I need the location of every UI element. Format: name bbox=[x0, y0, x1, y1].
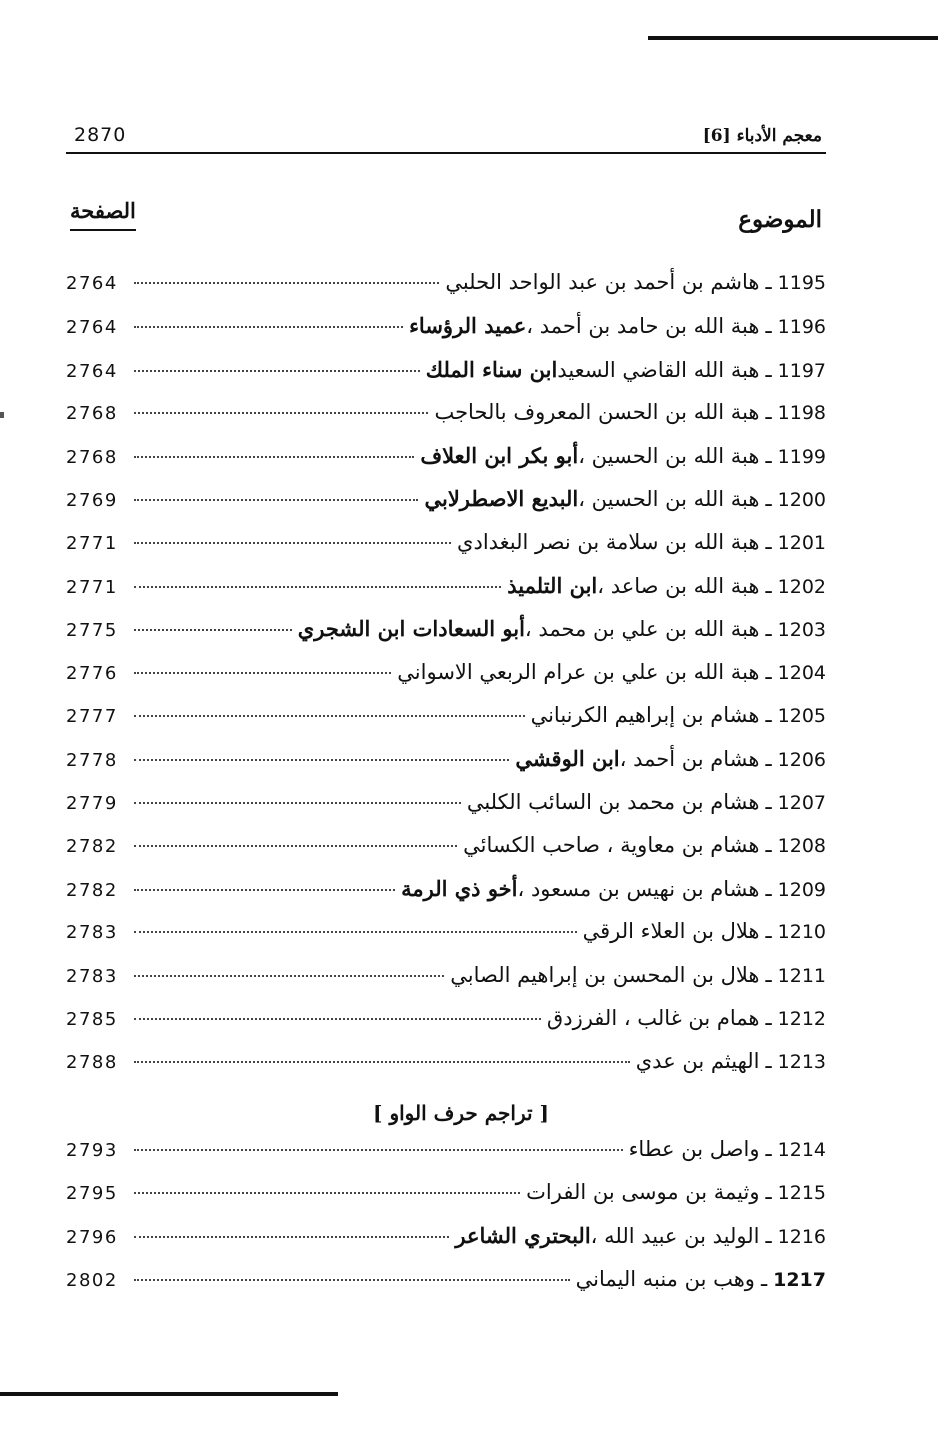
entries-list-waw bbox=[66, 1137, 826, 1310]
entry-page: 2788 bbox=[66, 1052, 118, 1074]
entry-name: هشام بن نهيس بن مسعود ، bbox=[517, 877, 760, 902]
dot-leader bbox=[134, 802, 461, 804]
entry-epithet: البحتري الشاعر bbox=[455, 1223, 591, 1249]
entry-dash: ـ bbox=[765, 659, 772, 684]
toc-entry bbox=[66, 443, 826, 486]
dot-leader bbox=[134, 672, 391, 674]
dot-leader bbox=[134, 456, 414, 458]
entry-dash: ـ bbox=[765, 399, 772, 424]
bottom-rule bbox=[0, 1392, 338, 1396]
entry-number: 1202 bbox=[777, 576, 826, 599]
dot-leader bbox=[134, 759, 509, 761]
section-heading: [ تراجم حرف الواو ] bbox=[373, 1100, 549, 1125]
entry-name: هبة الله بن الحسين ، bbox=[578, 444, 760, 469]
dot-leader bbox=[134, 499, 418, 501]
entry-dash: ـ bbox=[765, 1179, 772, 1204]
entry-epithet: أخو ذي الرمة bbox=[401, 876, 518, 902]
toc-entry bbox=[66, 919, 826, 962]
entry-page: 2778 bbox=[66, 750, 118, 772]
toc-entry bbox=[66, 486, 826, 529]
entry-number: 1214 bbox=[777, 1138, 826, 1161]
entry-number: 1195 bbox=[777, 272, 826, 294]
entry-page: 2796 bbox=[66, 1227, 118, 1249]
dot-leader bbox=[134, 326, 403, 328]
entry-name: هلال بن المحسن بن إبراهيم الصابي bbox=[450, 962, 760, 987]
toc-entry bbox=[66, 313, 826, 356]
entry-number: 1215 bbox=[777, 1181, 826, 1204]
entry-number: 1197 bbox=[777, 359, 826, 382]
entry-page: 2764 bbox=[66, 317, 118, 339]
entry-name: هبة الله بن صاعد ، bbox=[597, 574, 760, 599]
dot-leader bbox=[134, 586, 501, 588]
entry-dash: ـ bbox=[765, 444, 772, 469]
toc-entry bbox=[66, 660, 826, 703]
entry-number: 1217 bbox=[773, 1268, 826, 1291]
entry-name: هشام بن أحمد ، bbox=[619, 747, 760, 772]
entry-number: 1201 bbox=[777, 531, 826, 554]
entry-number: 1213 bbox=[777, 1051, 826, 1074]
entry-page: 2782 bbox=[66, 880, 118, 902]
toc-entry bbox=[66, 1049, 826, 1092]
entry-number: 1216 bbox=[777, 1226, 826, 1249]
entry-dash: ـ bbox=[765, 1049, 772, 1074]
dot-leader bbox=[134, 975, 444, 977]
entry-dash: ـ bbox=[765, 789, 772, 814]
dot-leader bbox=[134, 1192, 520, 1194]
entry-name: هبة الله بن علي بن عرام الربعي الاسواني bbox=[397, 659, 760, 684]
entry-page: 2785 bbox=[66, 1009, 118, 1031]
entry-number: 1207 bbox=[777, 791, 826, 814]
entry-number: 1212 bbox=[777, 1008, 826, 1031]
entry-number: 1198 bbox=[777, 401, 826, 424]
entry-number: 1211 bbox=[777, 964, 826, 987]
dot-leader bbox=[134, 1061, 630, 1063]
entry-page: 2783 bbox=[66, 965, 118, 987]
entry-page: 2802 bbox=[66, 1269, 118, 1291]
toc-entry bbox=[66, 1006, 826, 1049]
entry-epithet: ابن الوقشي bbox=[515, 746, 620, 772]
entry-dash: ـ bbox=[765, 962, 772, 987]
entry-name: هبة الله بن الحسين ، bbox=[578, 487, 760, 512]
entry-page: 2776 bbox=[66, 662, 118, 684]
entry-number: 1210 bbox=[777, 921, 826, 944]
entry-name: هبة الله بن الحسن المعروف بالحاجب bbox=[434, 399, 760, 424]
entry-dash: ـ bbox=[765, 487, 772, 512]
toc-entry bbox=[66, 1223, 826, 1266]
entry-page: 2771 bbox=[66, 532, 118, 554]
entry-epithet: أبو السعادات ابن الشجري bbox=[297, 616, 525, 642]
entry-dash: ـ bbox=[765, 270, 772, 294]
entry-page: 2764 bbox=[66, 360, 118, 382]
entry-number: 1205 bbox=[777, 704, 826, 727]
toc-entry bbox=[66, 1180, 826, 1223]
table-of-contents bbox=[66, 270, 826, 1310]
entry-dash: ـ bbox=[765, 529, 772, 554]
entry-page: 2771 bbox=[66, 577, 118, 599]
entry-page: 2782 bbox=[66, 835, 118, 857]
entry-name: هشام بن إبراهيم الكرنباني bbox=[530, 702, 760, 727]
entry-number: 1203 bbox=[777, 619, 826, 642]
toc-entry bbox=[66, 270, 826, 313]
dot-leader bbox=[134, 931, 577, 933]
dot-leader bbox=[134, 1279, 570, 1281]
top-rule bbox=[648, 36, 938, 40]
entry-name: همام بن غالب ، الفرزدق bbox=[546, 1006, 760, 1031]
toc-entry bbox=[66, 1267, 826, 1310]
toc-entry bbox=[66, 400, 826, 443]
toc-entry bbox=[66, 790, 826, 833]
dot-leader bbox=[134, 889, 395, 891]
entry-page: 2777 bbox=[66, 705, 118, 727]
toc-entry bbox=[66, 963, 826, 1006]
entry-page: 2793 bbox=[66, 1139, 118, 1161]
entry-dash: ـ bbox=[765, 919, 772, 944]
entry-name: واصل بن عطاء bbox=[628, 1136, 760, 1161]
entry-dash: ـ bbox=[765, 1224, 772, 1249]
entry-dash: ـ bbox=[760, 1266, 768, 1291]
entry-page: 2768 bbox=[66, 402, 118, 424]
entry-name: هبة الله بن علي بن محمد ، bbox=[524, 617, 760, 642]
entry-name: هشام بن محمد بن السائب الكلبي bbox=[466, 789, 760, 814]
entry-epithet: البديع الاصطرلابي bbox=[424, 486, 579, 512]
entry-dash: ـ bbox=[765, 574, 772, 599]
entry-name: الهيثم بن عدي bbox=[635, 1049, 760, 1074]
entry-dash: ـ bbox=[765, 832, 772, 857]
entry-number: 1196 bbox=[777, 316, 826, 339]
entry-name: هبة الله القاضي السعيد bbox=[557, 357, 760, 382]
book-title: معجم الأدباء [6] bbox=[702, 126, 822, 146]
toc-entry bbox=[66, 530, 826, 573]
entry-dash: ـ bbox=[765, 357, 772, 382]
entry-dash: ـ bbox=[765, 702, 772, 727]
entry-epithet: عميد الرؤساء bbox=[409, 313, 527, 339]
entry-name: هاشم بن أحمد بن عبد الواحد الحلبي bbox=[445, 270, 760, 294]
entry-name: هبة الله بن سلامة بن نصر البغدادي bbox=[457, 529, 760, 554]
entry-dash: ـ bbox=[765, 747, 772, 772]
column-heading-topic: الموضوع bbox=[738, 206, 822, 233]
entry-page: 2769 bbox=[66, 490, 118, 512]
toc-entry bbox=[66, 357, 826, 400]
toc-entry bbox=[66, 833, 826, 876]
entry-dash: ـ bbox=[765, 617, 772, 642]
dot-leader bbox=[134, 282, 439, 284]
toc-entry bbox=[66, 1137, 826, 1180]
entry-dash: ـ bbox=[765, 314, 772, 339]
entry-name: الوليد بن عبيد الله ، bbox=[590, 1224, 760, 1249]
entry-page: 2795 bbox=[66, 1182, 118, 1204]
toc-entry bbox=[66, 703, 826, 746]
entry-dash: ـ bbox=[765, 877, 772, 902]
entry-number: 1204 bbox=[777, 661, 826, 684]
dot-leader bbox=[134, 715, 525, 717]
margin-mark bbox=[0, 412, 4, 418]
entry-name: وثيمة بن موسى بن الفرات bbox=[526, 1179, 760, 1204]
toc-entry bbox=[66, 616, 826, 659]
entry-page: 2783 bbox=[66, 922, 118, 944]
dot-leader bbox=[134, 542, 451, 544]
dot-leader bbox=[134, 1149, 623, 1151]
toc-entry bbox=[66, 573, 826, 616]
dot-leader bbox=[134, 1236, 449, 1238]
dot-leader bbox=[134, 412, 428, 414]
entry-number: 1208 bbox=[777, 834, 826, 857]
entry-number: 1200 bbox=[777, 489, 826, 512]
toc-entry bbox=[66, 876, 826, 919]
entry-name: هلال بن العلاء الرقي bbox=[582, 919, 760, 944]
entry-number: 1199 bbox=[777, 446, 826, 469]
entry-number: 1209 bbox=[777, 879, 826, 902]
column-heading-page: الصفحة bbox=[70, 198, 136, 231]
running-header bbox=[66, 122, 826, 154]
entries-list bbox=[66, 270, 826, 1093]
page-number: 2870 bbox=[74, 124, 127, 146]
entry-name: وهب بن منبه اليماني bbox=[575, 1266, 755, 1291]
dot-leader bbox=[134, 629, 292, 631]
entry-page: 2779 bbox=[66, 792, 118, 814]
dot-leader bbox=[134, 845, 457, 847]
entry-dash: ـ bbox=[765, 1006, 772, 1031]
entry-page: 2768 bbox=[66, 447, 118, 469]
entry-epithet: أبو بكر ابن العلاف bbox=[420, 443, 579, 469]
entry-epithet: ابن سناء الملك bbox=[425, 356, 558, 382]
entry-dash: ـ bbox=[765, 1136, 772, 1161]
entry-name: هبة الله بن حامد بن أحمد ، bbox=[526, 314, 760, 339]
toc-entry bbox=[66, 746, 826, 789]
dot-leader bbox=[134, 1018, 541, 1020]
entry-number: 1206 bbox=[777, 749, 826, 772]
entry-page: 2775 bbox=[66, 620, 118, 642]
entry-page: 2764 bbox=[66, 273, 118, 294]
entry-epithet: ابن التلميذ bbox=[507, 573, 598, 599]
dot-leader bbox=[134, 370, 420, 372]
entry-name: هشام بن معاوية ، صاحب الكسائي bbox=[463, 832, 760, 857]
